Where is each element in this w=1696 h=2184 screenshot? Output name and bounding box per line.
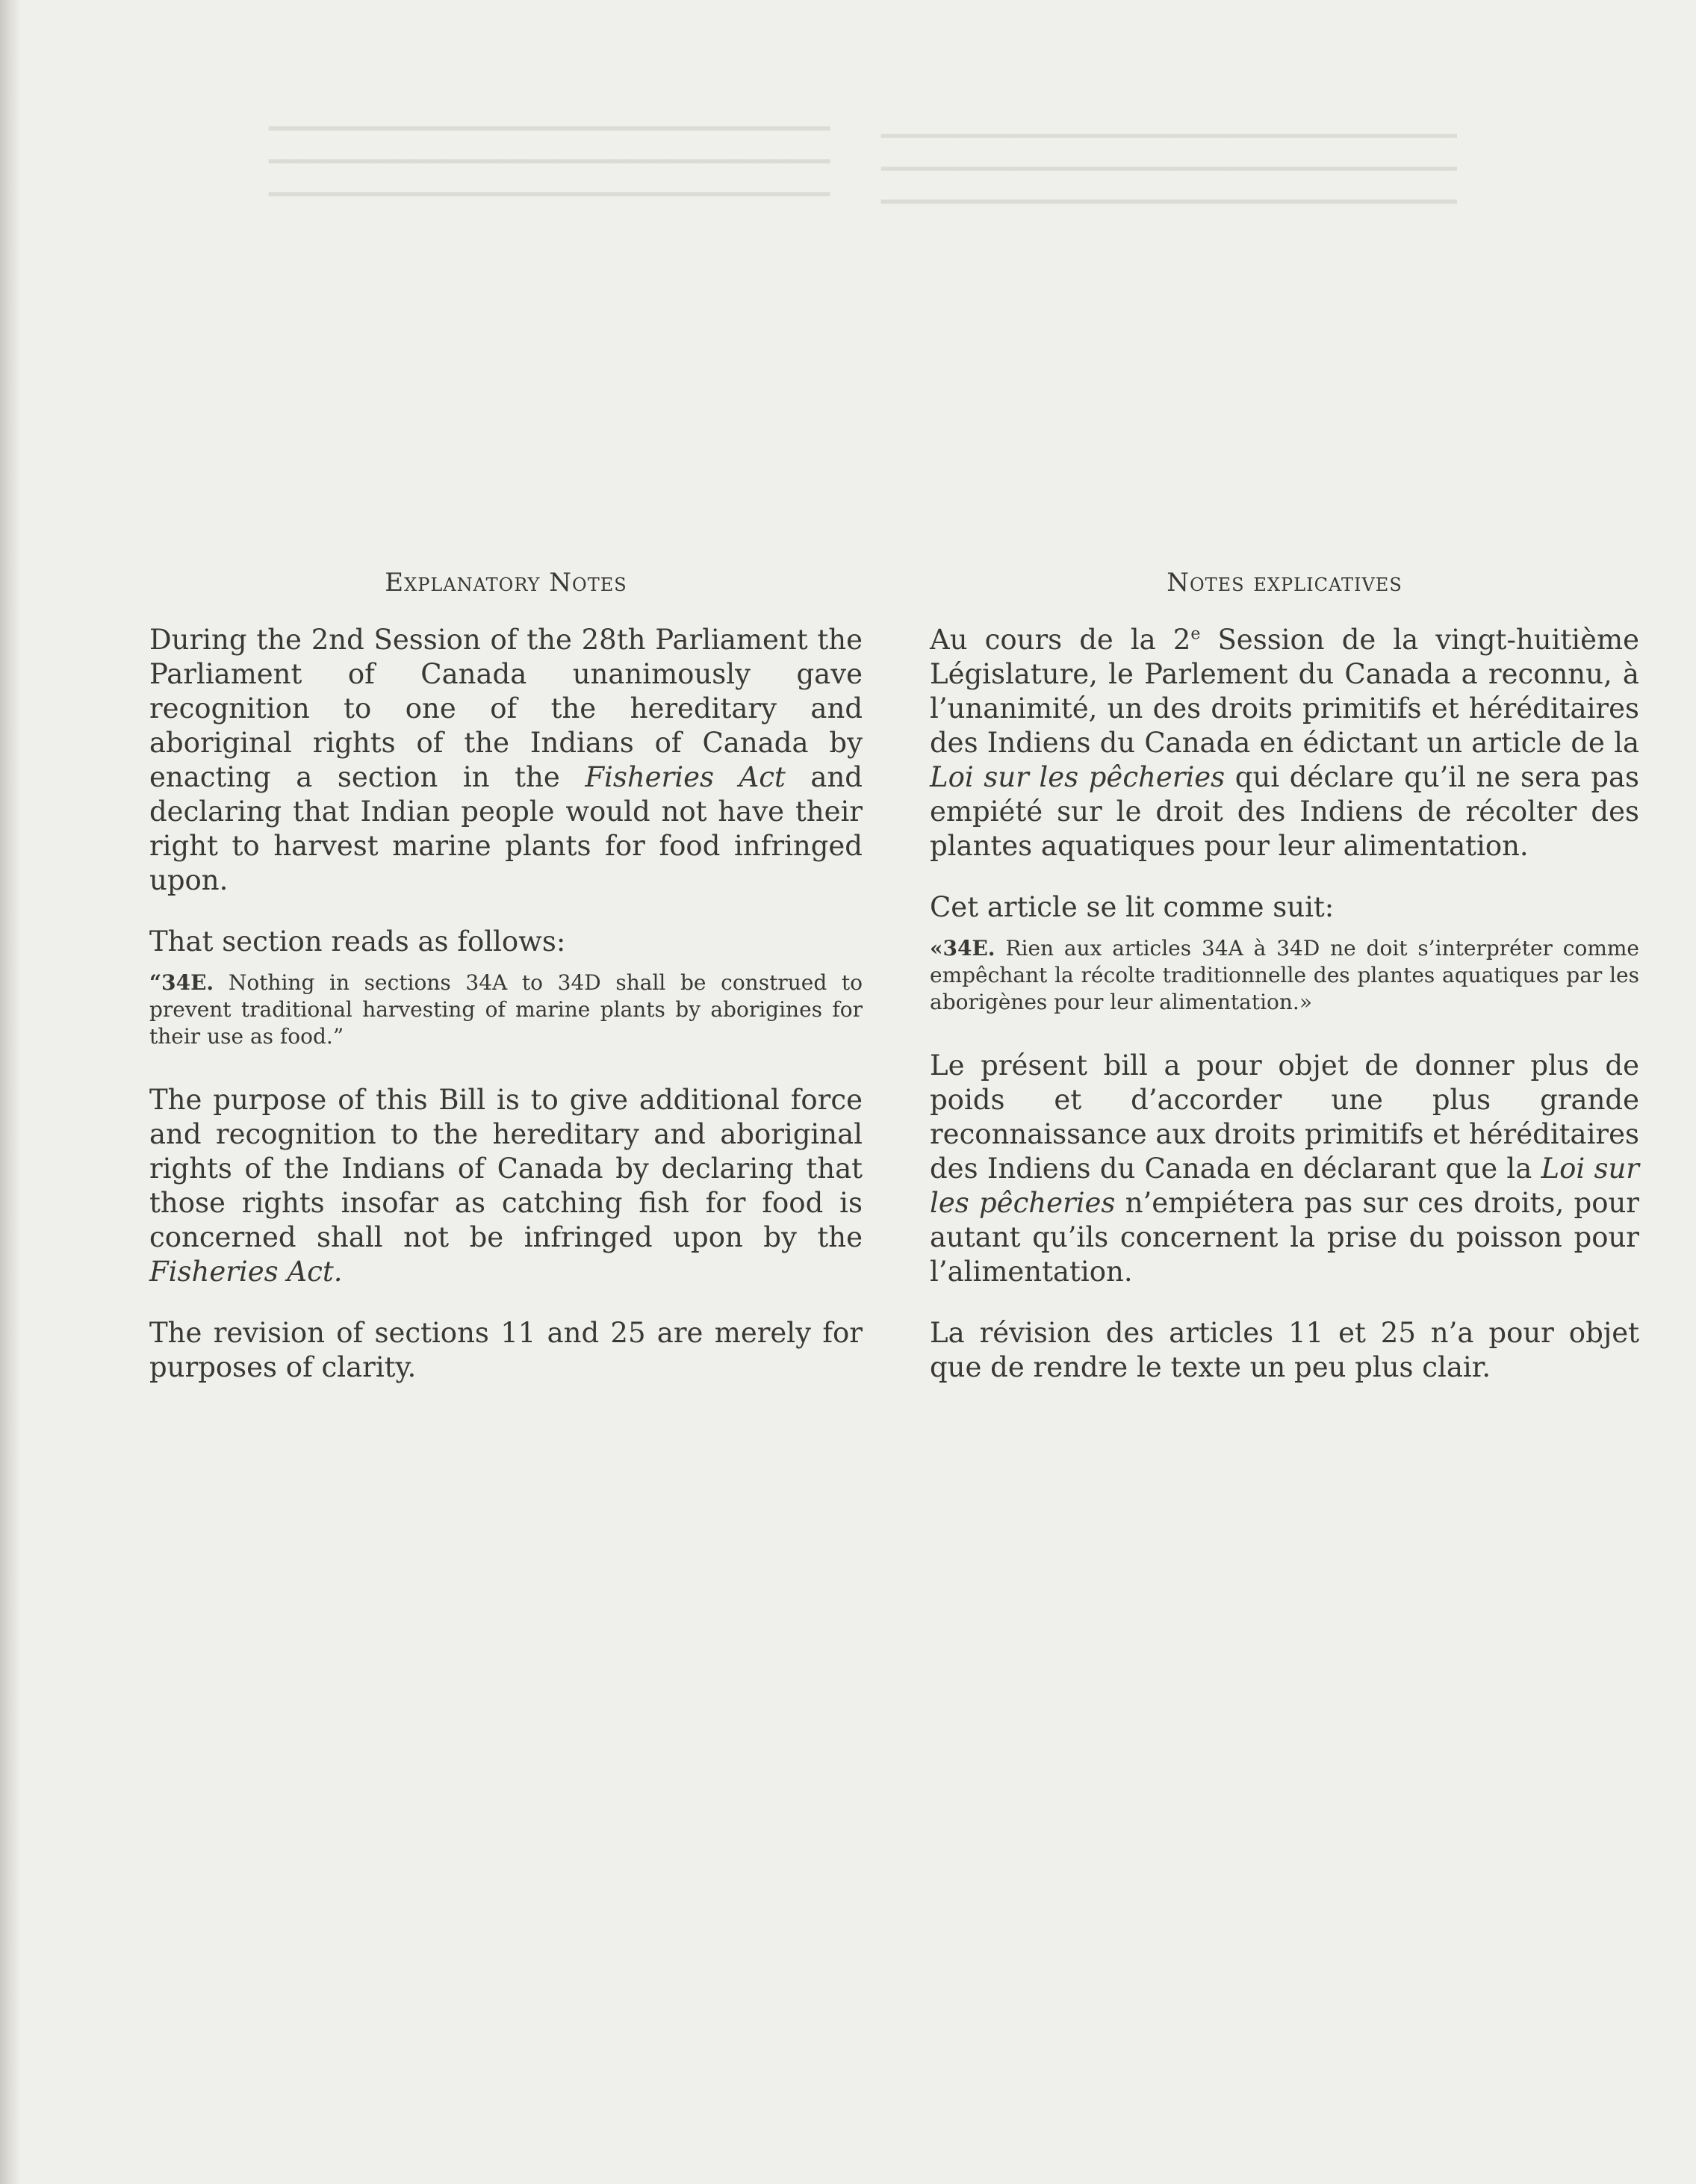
english-paragraph-1-text-a: During the 2nd Session of the 28th Parliament the Parliament of Canada unanimously gave recognition to one of the hereditary and aboriginal rights of the Indians of Canada by enacting a section in the: [149, 624, 863, 793]
explanatory-notes-heading: Explanatory Notes: [385, 568, 627, 598]
french-paragraph-3: La révision des articles 11 et 25 n’a pour objet que de rendre le texte un peu plus clair.: [930, 1317, 1639, 1383]
notes-explicatives-heading: Notes explicatives: [1167, 568, 1403, 598]
page-binding-edge: [0, 0, 21, 2184]
english-paragraph-1: [149, 623, 863, 898]
french-paragraph-2-text-b: n’empiétera pas sur ces droits, pour autant qu’ils concernent la prise du poisson pour l’alimentation.: [930, 1187, 1639, 1288]
english-act-title-2: Fisheries Act.: [149, 1256, 343, 1288]
french-paragraph-1-text-c: qui déclare qu’il ne sera pas empiété sur le droit des Indiens de récolter des plantes aquatiques pour leur alimentation.: [930, 761, 1639, 862]
english-quoted-section: [149, 970, 863, 1050]
english-paragraph-2: [149, 1083, 863, 1289]
french-superscript: e: [1190, 624, 1201, 644]
bleed-through-texture: ━━━━━━━━━━━━━━━━━━━━━━━━━━━━━━━━━━━━━━━ ━━━━━━━━━━━━━━━━━━━━━━━━━━━━━━━━━━━━━━━ ━━━━━━━━━━━━━━━━━━━━━━━━━━━━━━━━━━━━━━━: [269, 114, 830, 208]
french-act-title-2: Loi sur les pêcheries: [930, 1153, 1639, 1219]
english-act-title-1: Fisheries Act: [585, 761, 786, 793]
english-paragraph-3: The revision of sections 11 and 25 are merely for purposes of clarity.: [149, 1317, 863, 1383]
bleed-through-texture-2: ━━━━━━━━━━━━━━━━━━━━━━━━━━━━━━━━━━━━━━━━ ━━━━━━━━━━━━━━━━━━━━━━━━━━━━━━━━━━━━━━━━ ━━━━━━━━━━━━━━━━━━━━━━━━━━━━━━━━━━━━━━━━: [881, 122, 1457, 216]
english-paragraph-2-text-a: The purpose of this Bill is to give additional force and recognition to the hereditary and aboriginal rights of the Indians of Canada by declaring that those rights insofar as catching fish for food is concerned shall not be infringed upon by the: [149, 1084, 863, 1253]
english-paragraph-1-text-b: and declaring that Indian people would not have their right to harvest marine plants for food infringed upon.: [149, 761, 863, 896]
french-quote-number: «34E.: [930, 936, 995, 961]
english-quote-number: “34E.: [149, 970, 214, 995]
french-paragraph-1-text-a: Au cours de la 2: [930, 624, 1191, 656]
french-paragraph-1-text-b: Session de la vingt-huitième Législature, le Parlement du Canada a reconnu, à l’unanimité, un des droits primitifs et héréditaires des Indiens du Canada en édictant un article de la: [930, 624, 1639, 759]
french-paragraph-2: [930, 1049, 1639, 1289]
english-column: [149, 568, 863, 1412]
french-section-intro: Cet article se lit comme suit:: [930, 891, 1335, 923]
french-column: [930, 568, 1639, 1412]
english-section-intro: That section reads as follows:: [149, 925, 566, 958]
french-paragraph-2-text-a: Le présent bill a pour objet de donner plus de poids et d’accorder une plus grande reconnaissance aux droits primitifs et héréditaires des Indiens du Canada en déclarant que la: [930, 1049, 1639, 1185]
french-paragraph-1: [930, 623, 1639, 863]
french-quoted-section: [930, 935, 1639, 1016]
french-act-title-1: Loi sur les pêcheries: [930, 761, 1226, 793]
english-quote-text: Nothing in sections 34A to 34D shall be construed to prevent traditional harvesting of marine plants by aborigines for their use as food.”: [149, 970, 863, 1049]
french-quote-text: Rien aux articles 34A à 34D ne doit s’interpréter comme empêchant la récolte traditionnelle des plantes aquatiques par les aborigènes pour leur alimentation.»: [930, 936, 1639, 1014]
